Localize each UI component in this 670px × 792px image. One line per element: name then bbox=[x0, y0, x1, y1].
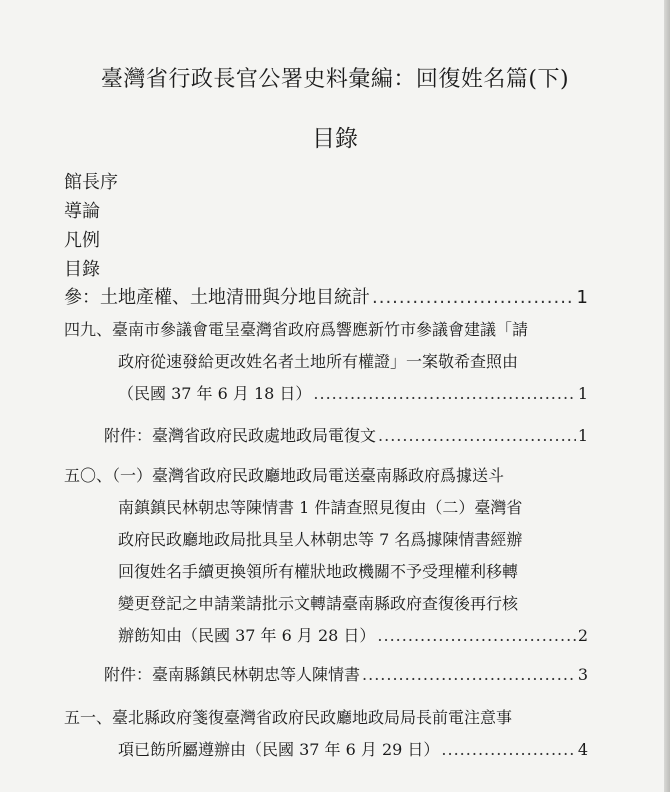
leader-dots bbox=[377, 626, 575, 645]
toc-attachment-50[interactable] bbox=[104, 662, 588, 685]
page-number: 1 bbox=[576, 287, 588, 308]
attachment-text: 附件：臺灣省政府民政處地政局電復文 bbox=[104, 426, 377, 445]
toc-entry-49-line[interactable] bbox=[118, 381, 588, 404]
leader-dots bbox=[372, 287, 575, 308]
toc-heading: 目錄 bbox=[312, 126, 358, 152]
toc-entry-51-line[interactable] bbox=[64, 705, 512, 728]
entry-text: 南鎮鎮民林朝忠等陳情書 1 件請查照見復由（二）臺灣省 bbox=[118, 498, 523, 517]
page-number: 4 bbox=[577, 740, 588, 759]
toc-entry-50-line[interactable] bbox=[118, 559, 518, 582]
entry-text: 政府民政廳地政局批具呈人林朝忠等 7 名爲據陳情書經辦 bbox=[118, 530, 523, 549]
leader-dots bbox=[313, 384, 575, 403]
toc-entry-50-line[interactable] bbox=[64, 463, 504, 486]
toc-entry-50-line[interactable] bbox=[118, 623, 588, 646]
front-matter-contents[interactable]: 目錄 bbox=[64, 259, 100, 280]
toc-entry-50-line[interactable] bbox=[118, 591, 518, 614]
toc-entry-50-line[interactable] bbox=[118, 495, 522, 518]
toc-entry-50-line[interactable] bbox=[118, 527, 522, 550]
section-label: 參：土地產權、土地清冊與分地目統計 bbox=[64, 287, 370, 308]
attachment-text: 附件：臺南縣鎮民林朝忠等人陳情書 bbox=[104, 665, 361, 684]
entry-text: 五〇、（一）臺灣省政府民政廳地政局電送臺南縣政府爲據送斗 bbox=[64, 466, 505, 485]
toc-entry-49-line[interactable] bbox=[118, 349, 518, 372]
entry-text: 回復姓名手續更換領所有權狀地政機關不予受理權利移轉 bbox=[118, 562, 519, 581]
toc-entry-51-line[interactable] bbox=[118, 737, 588, 760]
entry-text: （民國 37 年 6 月 18 日） bbox=[118, 384, 312, 403]
front-matter-preface[interactable]: 館長序 bbox=[64, 172, 118, 193]
document-title: 臺灣省行政長官公署史料彙編：回復姓名篇(下) bbox=[100, 67, 570, 92]
page-number: 1 bbox=[577, 426, 588, 445]
front-matter-notes[interactable]: 凡例 bbox=[64, 230, 100, 251]
entry-text: 四九、臺南市參議會電呈臺灣省政府爲響應新竹市參議會建議「請 bbox=[64, 320, 529, 339]
page-binding-edge bbox=[664, 0, 670, 792]
leader-dots bbox=[362, 665, 576, 684]
page-number: 3 bbox=[577, 665, 588, 684]
leader-dots bbox=[378, 426, 576, 445]
section-heading[interactable] bbox=[64, 283, 588, 309]
page-number: 1 bbox=[577, 384, 588, 403]
entry-text: 辦飭知由（民國 37 年 6 月 28 日） bbox=[118, 626, 376, 645]
front-matter-introduction[interactable]: 導論 bbox=[64, 201, 100, 222]
entry-text: 變更登記之申請業請批示文轉請臺南縣政府查復後再行核 bbox=[118, 594, 519, 613]
toc-entry-49-line[interactable] bbox=[64, 317, 528, 340]
toc-attachment-49[interactable] bbox=[104, 423, 588, 446]
entry-text: 項已飭所屬遵辦由（民國 37 年 6 月 29 日） bbox=[118, 740, 440, 759]
entry-text: 政府從速發給更改姓名者土地所有權證」一案敬希查照由 bbox=[118, 352, 519, 371]
leader-dots bbox=[441, 740, 575, 759]
page-number: 2 bbox=[577, 626, 588, 645]
entry-text: 五一、臺北縣政府箋復臺灣省政府民政廳地政局局長前電注意事 bbox=[64, 708, 513, 727]
